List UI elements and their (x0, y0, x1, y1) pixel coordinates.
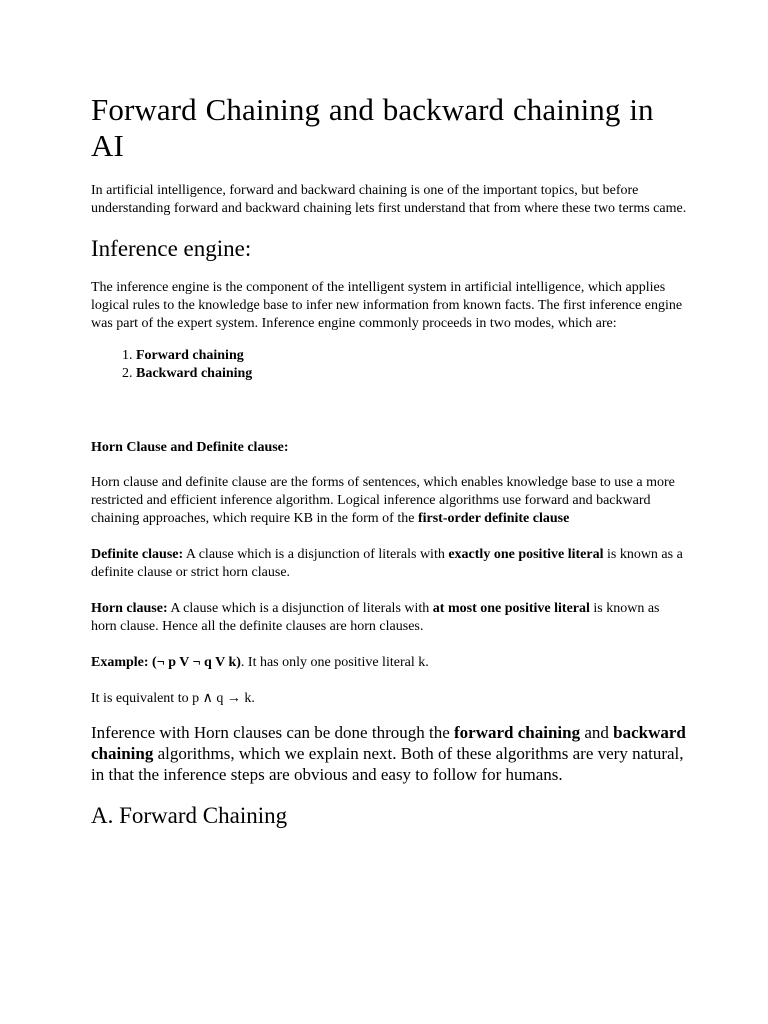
document-content (91, 92, 687, 830)
horn-clause-heading: Horn Clause and Definite clause: (91, 440, 289, 455)
page-title: Forward Chaining and backward chaining in AI (91, 92, 654, 163)
horn-clause-text: A clause which is a disjunction of literals with (167, 601, 433, 616)
horn-clause-paragraph (91, 474, 687, 528)
example-label: Example: (¬ p V ¬ q V k) (91, 655, 241, 670)
horn-paragraph-text: Horn clause and definite clause are the forms of sentences, which enables knowledge base to use a more restricted and efficient inference algorithm. Logical inference algorithms use forward and backward chaining approaches, which require KB in the form of the (91, 475, 675, 526)
intro-paragraph: In artificial intelligence, forward and backward chaining is one of the important topics, but before understanding forward and backward chaining lets first understand that from where these two terms came. (91, 183, 687, 216)
at-most-one-positive-literal-term: at most one positive literal (432, 601, 590, 616)
horn-inference-text-2: and (580, 723, 614, 742)
forward-chaining-term: forward chaining (454, 723, 581, 742)
first-order-definite-clause-term: first-order definite clause (417, 511, 570, 526)
example-paragraph (91, 654, 687, 672)
definite-clause-label: Definite clause: (91, 547, 184, 562)
equivalence-paragraph: It is equivalent to p ∧ q → k. (91, 691, 255, 706)
backward-chaining-term: backward chaining (91, 723, 686, 763)
definite-clause-text-end: is known as a definite clause or strict horn clause. (91, 547, 683, 580)
list-item-backward-chaining: 2. Backward chaining (136, 365, 687, 383)
definite-clause-paragraph (91, 546, 687, 582)
horn-clause-label: Horn clause: (91, 601, 168, 616)
example-text: . It has only one positive literal k. (240, 655, 429, 670)
horn-clause-text-end: is known as horn clause. Hence all the definite clauses are horn clauses. (91, 601, 660, 634)
horn-clause-definition-paragraph (91, 600, 687, 636)
modes-list (91, 347, 687, 383)
inference-engine-paragraph: The inference engine is the component of the intelligent system in artificial intelligence, which applies logical rules to the knowledge base to infer new information from known facts. The first inference engine was part of the expert system. Inference engine commonly proceeds in two modes, which are: (91, 280, 683, 331)
exactly-one-positive-literal-term: exactly one positive literal (448, 547, 604, 562)
forward-chaining-section-heading: A. Forward Chaining (91, 803, 288, 828)
definite-clause-text: A clause which is a disjunction of literals with (183, 547, 449, 562)
horn-inference-text-3: algorithms, which we explain next. Both of these algorithms are very natural, in that the inference steps are obvious and easy to follow for humans. (91, 744, 684, 784)
horn-inference-text-1: Inference with Horn clauses can be done through the (91, 723, 455, 742)
horn-inference-paragraph (91, 722, 687, 785)
inference-engine-heading: Inference engine: (91, 236, 252, 261)
list-item-forward-chaining: 1. Forward chaining (136, 347, 687, 365)
